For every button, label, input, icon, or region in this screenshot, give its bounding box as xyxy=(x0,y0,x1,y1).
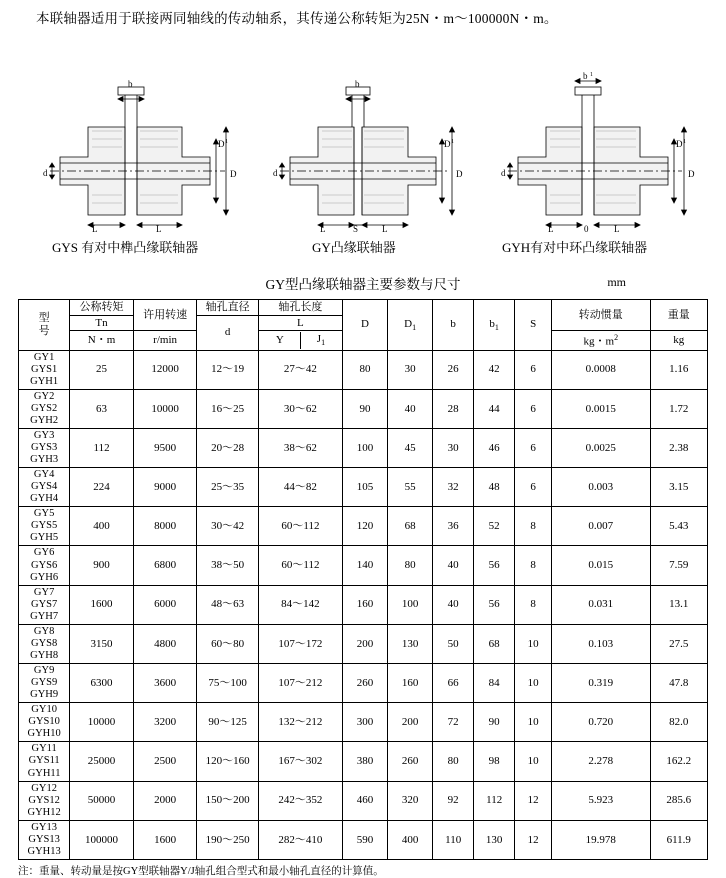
svg-text:D: D xyxy=(456,168,463,179)
cell-inertia: 0.0008 xyxy=(552,350,650,389)
cell-weight: 285.6 xyxy=(650,781,708,820)
table-title-row xyxy=(0,273,726,293)
cell-D1: 40 xyxy=(388,389,433,428)
header-model-line1: 型 xyxy=(38,312,50,325)
header-bore-len-symbol: L xyxy=(258,315,342,331)
model-name: GY6 xyxy=(33,547,55,559)
cell-D: 380 xyxy=(342,742,387,781)
cell-D1: 45 xyxy=(388,428,433,467)
cell-model xyxy=(19,624,70,663)
cell-D1: 55 xyxy=(388,468,433,507)
cell-b1: 98 xyxy=(474,742,515,781)
cell-b: 50 xyxy=(433,624,474,663)
figure-gyh xyxy=(490,35,705,235)
model-name: GYS4 xyxy=(30,481,58,493)
cell-speed: 9500 xyxy=(133,428,197,467)
svg-text:b: b xyxy=(583,70,588,81)
cell-b1: 46 xyxy=(474,428,515,467)
cell-D: 100 xyxy=(342,428,387,467)
cell-inertia: 5.923 xyxy=(552,781,650,820)
cell-weight: 5.43 xyxy=(650,507,708,546)
header-inertia: 转动惯量 xyxy=(552,299,650,330)
cell-b1: 112 xyxy=(474,781,515,820)
table-row xyxy=(19,820,708,859)
model-name: GYS6 xyxy=(30,559,58,571)
cell-b1: 42 xyxy=(474,350,515,389)
model-name: GYS13 xyxy=(28,833,60,845)
figure-captions xyxy=(0,237,726,263)
table-title: GY型凸缘联轴器主要参数与尺寸 xyxy=(265,276,461,292)
cell-S: 10 xyxy=(515,664,552,703)
header-bore-dia-symbol: d xyxy=(197,315,259,350)
table-row xyxy=(19,624,708,663)
header-bore-len: 轴孔长度 xyxy=(258,299,342,315)
header-b1: $b_1$ xyxy=(474,299,515,350)
cell-speed: 8000 xyxy=(133,507,197,546)
cell-bore-diameter: 75～100 xyxy=(197,664,259,703)
model-name: GY10 xyxy=(31,704,57,716)
cell-bore-diameter: 150～200 xyxy=(197,781,259,820)
cell-model xyxy=(19,468,70,507)
model-name: GY13 xyxy=(31,821,57,833)
model-name: GYS3 xyxy=(30,441,58,453)
cell-bore-diameter: 16～25 xyxy=(197,389,259,428)
cell-torque: 50000 xyxy=(70,781,134,820)
cell-bore-diameter: 38～50 xyxy=(197,546,259,585)
model-name: GY1 xyxy=(33,351,55,363)
cell-speed: 1600 xyxy=(133,820,197,859)
header-inertia-unit: kg・$m^2$ xyxy=(552,331,650,350)
header-bore-len-Y: Y xyxy=(260,332,301,348)
cell-S: 8 xyxy=(515,585,552,624)
cell-S: 8 xyxy=(515,507,552,546)
cell-weight: 13.1 xyxy=(650,585,708,624)
svg-text:d: d xyxy=(501,167,506,178)
cell-speed: 6800 xyxy=(133,546,197,585)
cell-torque: 25000 xyxy=(70,742,134,781)
model-name: GYH7 xyxy=(30,610,59,622)
cell-speed: 12000 xyxy=(133,350,197,389)
cell-D: 140 xyxy=(342,546,387,585)
cell-D: 80 xyxy=(342,350,387,389)
caption-gyh: GYH有对中环凸缘联轴器 xyxy=(502,239,648,255)
cell-bore-diameter: 90～125 xyxy=(197,703,259,742)
cell-bore-length: 38～62 xyxy=(258,428,342,467)
model-name: GY9 xyxy=(33,665,55,677)
cell-bore-length: 242～352 xyxy=(258,781,342,820)
cell-b1: 84 xyxy=(474,664,515,703)
model-name: GYH8 xyxy=(30,649,59,661)
svg-text:L: L xyxy=(92,223,98,234)
cell-D1: 400 xyxy=(388,820,433,859)
cell-b: 80 xyxy=(433,742,474,781)
model-name: GY2 xyxy=(33,390,55,402)
table-row xyxy=(19,781,708,820)
cell-torque: 10000 xyxy=(70,703,134,742)
svg-text:b: b xyxy=(355,78,360,89)
table-row xyxy=(19,664,708,703)
svg-text:L: L xyxy=(614,223,620,234)
model-name: GYS1 xyxy=(30,363,58,375)
cell-weight: 1.72 xyxy=(650,389,708,428)
table-row xyxy=(19,507,708,546)
cell-model xyxy=(19,389,70,428)
figure-row xyxy=(0,35,726,235)
table-header-row-1 xyxy=(19,299,708,315)
table-unit: mm xyxy=(607,274,626,289)
cell-torque: 25 xyxy=(70,350,134,389)
header-torque-unit: N・m xyxy=(70,331,134,350)
model-name: GY4 xyxy=(33,469,55,481)
cell-bore-diameter: 12～19 xyxy=(197,350,259,389)
cell-b1: 52 xyxy=(474,507,515,546)
svg-text:S: S xyxy=(353,223,359,234)
cell-b: 36 xyxy=(433,507,474,546)
cell-D: 260 xyxy=(342,664,387,703)
cell-bore-length: 60～112 xyxy=(258,546,342,585)
cell-D1: 320 xyxy=(388,781,433,820)
header-bore-dia: 轴孔直径 xyxy=(197,299,259,315)
cell-bore-diameter: 48～63 xyxy=(197,585,259,624)
cell-b1: 48 xyxy=(474,468,515,507)
cell-D: 160 xyxy=(342,585,387,624)
cell-speed: 4800 xyxy=(133,624,197,663)
cell-b: 72 xyxy=(433,703,474,742)
table-row xyxy=(19,742,708,781)
cell-b1: 56 xyxy=(474,546,515,585)
cell-bore-length: 60～112 xyxy=(258,507,342,546)
model-name: GYS12 xyxy=(28,794,60,806)
cell-bore-length: 167～302 xyxy=(258,742,342,781)
cell-S: 6 xyxy=(515,389,552,428)
cell-weight: 2.38 xyxy=(650,428,708,467)
cell-bore-length: 44～82 xyxy=(258,468,342,507)
cell-inertia: 0.0015 xyxy=(552,389,650,428)
cell-S: 6 xyxy=(515,350,552,389)
cell-weight: 3.15 xyxy=(650,468,708,507)
cell-inertia: 0.031 xyxy=(552,585,650,624)
cell-speed: 2000 xyxy=(133,781,197,820)
cell-inertia: 2.278 xyxy=(552,742,650,781)
table-body xyxy=(19,350,708,859)
cell-bore-length: 107～172 xyxy=(258,624,342,663)
header-b: b xyxy=(433,299,474,350)
cell-torque: 63 xyxy=(70,389,134,428)
cell-bore-diameter: 120～160 xyxy=(197,742,259,781)
cell-b: 66 xyxy=(433,664,474,703)
header-bore-len-J1: $J_1$ xyxy=(316,333,326,348)
cell-S: 12 xyxy=(515,781,552,820)
table-row xyxy=(19,389,708,428)
cell-weight: 47.8 xyxy=(650,664,708,703)
cell-b: 92 xyxy=(433,781,474,820)
cell-b: 110 xyxy=(433,820,474,859)
model-name: GYH6 xyxy=(30,571,59,583)
header-bore-len-types xyxy=(258,331,342,350)
model-name: GYS7 xyxy=(30,598,58,610)
cell-D: 120 xyxy=(342,507,387,546)
header-torque-symbol: Tn xyxy=(70,315,134,331)
cell-bore-length: 27～42 xyxy=(258,350,342,389)
cell-bore-length: 84～142 xyxy=(258,585,342,624)
cell-S: 6 xyxy=(515,428,552,467)
cell-speed: 3600 xyxy=(133,664,197,703)
cell-model xyxy=(19,507,70,546)
table-row xyxy=(19,350,708,389)
table-row xyxy=(19,585,708,624)
cell-weight: 611.9 xyxy=(650,820,708,859)
cell-bore-length: 132～212 xyxy=(258,703,342,742)
cell-D1: 30 xyxy=(388,350,433,389)
model-name: GYH3 xyxy=(30,454,59,466)
cell-S: 10 xyxy=(515,703,552,742)
model-name: GYH9 xyxy=(30,689,59,701)
cell-S: 10 xyxy=(515,624,552,663)
svg-text:D: D xyxy=(230,168,237,179)
model-name: GYS10 xyxy=(28,716,60,728)
cell-speed: 10000 xyxy=(133,389,197,428)
header-D: D xyxy=(342,299,387,350)
cell-weight: 82.0 xyxy=(650,703,708,742)
cell-torque: 900 xyxy=(70,546,134,585)
fig1-label-b: b xyxy=(128,78,133,89)
cell-D: 105 xyxy=(342,468,387,507)
svg-text:d: d xyxy=(43,167,48,178)
svg-text:L: L xyxy=(320,223,326,234)
model-name: GYS9 xyxy=(30,677,58,689)
cell-D1: 130 xyxy=(388,624,433,663)
cell-bore-diameter: 190～250 xyxy=(197,820,259,859)
cell-S: 12 xyxy=(515,820,552,859)
cell-weight: 27.5 xyxy=(650,624,708,663)
cell-bore-diameter: 60～80 xyxy=(197,624,259,663)
cell-weight: 7.59 xyxy=(650,546,708,585)
cell-D: 200 xyxy=(342,624,387,663)
cell-weight: 162.2 xyxy=(650,742,708,781)
cell-b: 30 xyxy=(433,428,474,467)
cell-bore-diameter: 30～42 xyxy=(197,507,259,546)
cell-D1: 68 xyxy=(388,507,433,546)
cell-bore-diameter: 25～35 xyxy=(197,468,259,507)
cell-torque: 400 xyxy=(70,507,134,546)
cell-inertia: 0.007 xyxy=(552,507,650,546)
cell-b: 28 xyxy=(433,389,474,428)
table-row xyxy=(19,468,708,507)
cell-D: 90 xyxy=(342,389,387,428)
cell-D1: 100 xyxy=(388,585,433,624)
cell-inertia: 0.0025 xyxy=(552,428,650,467)
cell-b: 32 xyxy=(433,468,474,507)
cell-torque: 1600 xyxy=(70,585,134,624)
svg-text:1: 1 xyxy=(451,138,454,145)
cell-inertia: 0.015 xyxy=(552,546,650,585)
svg-text:L: L xyxy=(156,223,162,234)
intro-paragraph: 本联轴器适用于联接两同轴线的传动轴系，其传递公称转矩为25N・m～100000N・m。 xyxy=(36,11,558,26)
cell-torque: 100000 xyxy=(70,820,134,859)
svg-text:1: 1 xyxy=(225,138,228,145)
svg-text:D: D xyxy=(444,138,451,149)
model-name: GY5 xyxy=(33,508,55,520)
cell-inertia: 0.103 xyxy=(552,624,650,663)
cell-bore-diameter: 20～28 xyxy=(197,428,259,467)
model-name: GYS11 xyxy=(28,755,60,767)
table-row xyxy=(19,428,708,467)
cell-D: 460 xyxy=(342,781,387,820)
header-D1: $D_1$ xyxy=(388,299,433,350)
cell-S: 6 xyxy=(515,468,552,507)
model-name: GYS8 xyxy=(30,637,58,649)
header-S: S xyxy=(515,299,552,350)
cell-D: 300 xyxy=(342,703,387,742)
svg-text:d: d xyxy=(273,167,278,178)
cell-D1: 260 xyxy=(388,742,433,781)
svg-text:L: L xyxy=(382,223,388,234)
model-name: GY3 xyxy=(33,429,55,441)
cell-b: 40 xyxy=(433,546,474,585)
model-name: GYH2 xyxy=(30,414,59,426)
header-speed-unit: r/min xyxy=(133,331,197,350)
cell-speed: 6000 xyxy=(133,585,197,624)
cell-inertia: 0.319 xyxy=(552,664,650,703)
table-note: 注：重量、转动量是按GY型联轴器Y/J轴孔组合型式和最小轴孔直径的计算值。 xyxy=(18,865,384,877)
cell-speed: 9000 xyxy=(133,468,197,507)
model-name: GYH5 xyxy=(30,532,59,544)
header-model xyxy=(19,299,70,350)
cell-inertia: 0.720 xyxy=(552,703,650,742)
cell-b1: 130 xyxy=(474,820,515,859)
svg-text:L: L xyxy=(548,223,554,234)
cell-model xyxy=(19,428,70,467)
cell-weight: 1.16 xyxy=(650,350,708,389)
caption-gys: GYS 有对中榫凸缘联轴器 xyxy=(52,239,199,255)
parameters-table xyxy=(18,299,708,860)
cell-S: 8 xyxy=(515,546,552,585)
header-torque: 公称转矩 xyxy=(70,299,134,315)
cell-speed: 3200 xyxy=(133,703,197,742)
cell-D: 590 xyxy=(342,820,387,859)
svg-text:1: 1 xyxy=(683,138,686,145)
cell-torque: 112 xyxy=(70,428,134,467)
cell-model xyxy=(19,781,70,820)
model-name: GY8 xyxy=(33,625,55,637)
model-name: GYS2 xyxy=(30,402,58,414)
cell-speed: 2500 xyxy=(133,742,197,781)
header-speed: 许用转速 xyxy=(133,299,197,330)
cell-b1: 68 xyxy=(474,624,515,663)
cell-b1: 90 xyxy=(474,703,515,742)
cell-model xyxy=(19,703,70,742)
model-name: GY12 xyxy=(31,782,57,794)
header-weight: 重量 xyxy=(650,299,708,330)
model-name: GYH10 xyxy=(27,728,61,740)
cell-inertia: 0.003 xyxy=(552,468,650,507)
cell-b1: 44 xyxy=(474,389,515,428)
table-row xyxy=(19,703,708,742)
cell-torque: 3150 xyxy=(70,624,134,663)
cell-D1: 80 xyxy=(388,546,433,585)
svg-text:D: D xyxy=(688,168,695,179)
svg-text:1: 1 xyxy=(590,71,593,78)
svg-text:0: 0 xyxy=(584,223,589,234)
caption-gy: GY凸缘联轴器 xyxy=(312,239,396,255)
svg-text:D: D xyxy=(218,138,225,149)
table-row xyxy=(19,546,708,585)
cell-torque: 6300 xyxy=(70,664,134,703)
cell-D1: 200 xyxy=(388,703,433,742)
cell-b: 40 xyxy=(433,585,474,624)
cell-b1: 56 xyxy=(474,585,515,624)
cell-model xyxy=(19,664,70,703)
model-name: GY11 xyxy=(31,743,57,755)
model-name: GYH13 xyxy=(27,845,61,857)
cell-D1: 160 xyxy=(388,664,433,703)
header-weight-unit: kg xyxy=(650,331,708,350)
cell-torque: 224 xyxy=(70,468,134,507)
figure-gy xyxy=(268,35,468,235)
cell-bore-length: 282～410 xyxy=(258,820,342,859)
cell-model xyxy=(19,820,70,859)
cell-inertia: 19.978 xyxy=(552,820,650,859)
cell-b: 26 xyxy=(433,350,474,389)
header-model-line2: 号 xyxy=(38,324,50,337)
model-name: GYS5 xyxy=(30,520,58,532)
cell-model xyxy=(19,350,70,389)
cell-S: 10 xyxy=(515,742,552,781)
cell-model xyxy=(19,742,70,781)
svg-text:D: D xyxy=(676,138,683,149)
cell-model xyxy=(19,546,70,585)
model-name: GYH4 xyxy=(30,493,59,505)
model-name: GYH1 xyxy=(30,375,59,387)
model-name: GYH12 xyxy=(27,806,61,818)
cell-bore-length: 107～212 xyxy=(258,664,342,703)
figure-gys xyxy=(30,35,250,235)
model-name: GY7 xyxy=(33,586,55,598)
model-name: GYH11 xyxy=(27,767,61,779)
cell-model xyxy=(19,585,70,624)
cell-bore-length: 30～62 xyxy=(258,389,342,428)
